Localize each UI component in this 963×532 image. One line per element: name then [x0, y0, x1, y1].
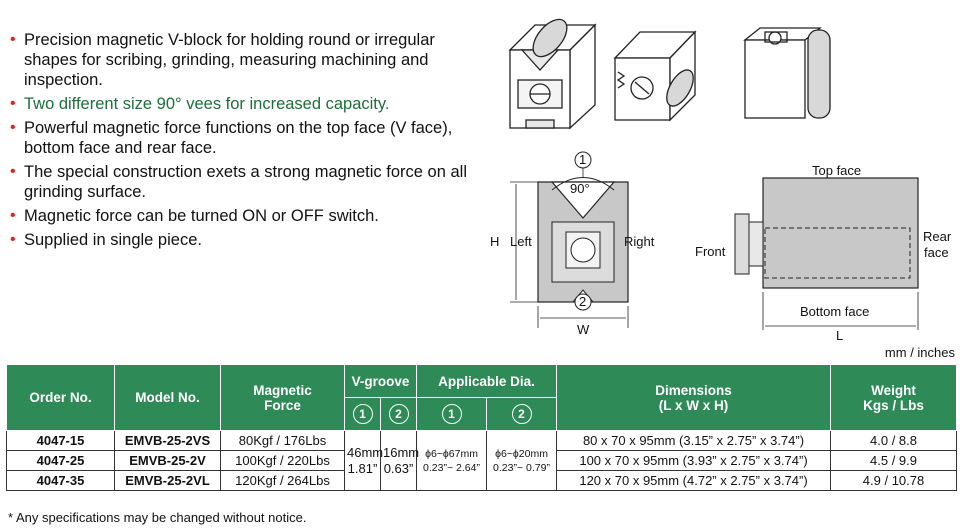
subheader-dia-1 [417, 398, 487, 431]
dia-2-in: 0.23”~ 0.79” [493, 461, 550, 474]
technical-drawings [490, 0, 963, 350]
circle-1-label: 1 [579, 152, 587, 167]
feature-text: The special construction exets a strong magnetic force on all grinding surface. [24, 163, 467, 201]
rear-face-label-line2: face [924, 245, 949, 260]
footnote: * Any specifications may be changed without notice. [8, 510, 307, 525]
bullet-dot: • [10, 95, 16, 112]
header-weight-line1: Weight [871, 382, 916, 398]
length-label: L [836, 328, 844, 343]
header-weight-line2: Kgs / Lbs [863, 397, 924, 413]
cell-model-no: EMVB-25-2V [115, 451, 221, 471]
front-label: Front [695, 244, 726, 259]
cell-dimensions: 120 x 70 x 95mm (4.72” x 2.75” x 3.74”) [557, 471, 831, 491]
cell-force: 120Kgf / 264Lbs [221, 471, 345, 491]
specification-table [6, 364, 957, 491]
vgroove-2-in: 0.63” [383, 460, 414, 476]
angle-label: 90° [570, 181, 590, 196]
header-model-no: Model No. [115, 365, 221, 431]
header-v-groove: V-groove [345, 365, 417, 398]
header-dims-line2: (L x W x H) [658, 397, 729, 413]
vblock-iso-side-illustration [745, 28, 830, 118]
height-label: H [490, 234, 500, 249]
subheader-vgroove-1 [345, 398, 381, 431]
vgroove-1-in: 1.81” [347, 460, 378, 476]
cell-order-no: 4047-35 [7, 471, 115, 491]
feature-text: Powerful magnetic force functions on the top face (V face), bottom face and rear face. [24, 119, 453, 157]
dia-1-mm: ϕ6~ϕ67mm [425, 447, 478, 460]
table-header-row [7, 365, 957, 398]
feature-text: Precision magnetic V-block for holding round or irregular shapes for scribing, grinding, measuring machining and inspection. [24, 31, 435, 89]
vblock-iso-rear-illustration [615, 32, 699, 120]
units-label: mm / inches [884, 345, 955, 360]
circle-number: 1 [353, 404, 373, 424]
cell-weight: 4.5 / 9.9 [831, 451, 957, 471]
circle-2-label: 2 [579, 294, 587, 309]
bullet-dot: • [10, 163, 16, 180]
rear-face-label-line1: Rear [923, 229, 952, 244]
cell-model-no: EMVB-25-2VS [115, 431, 221, 451]
circle-number: 2 [389, 404, 409, 424]
feature-item [10, 230, 480, 250]
cell-dia-2 [487, 431, 557, 491]
dia-1-in: 0.23”~ 2.64” [423, 461, 480, 474]
header-dims-line1: Dimensions [655, 382, 732, 398]
cell-order-no: 4047-15 [7, 431, 115, 451]
cell-force: 80Kgf / 176Lbs [221, 431, 345, 451]
right-label: Right [624, 234, 655, 249]
bottom-face-label: Bottom face [800, 304, 870, 319]
bullet-dot: • [10, 231, 16, 248]
feature-item [10, 94, 480, 114]
cell-vgroove-2 [381, 431, 420, 491]
cell-model-no: EMVB-25-2VL [115, 471, 221, 491]
cell-weight: 4.0 / 8.8 [831, 431, 957, 451]
dia-2-mm: ϕ6~ϕ20mm [495, 447, 548, 460]
header-force-line2: Force [264, 397, 301, 413]
feature-item [10, 30, 480, 90]
header-applicable-dia: Applicable Dia. [417, 365, 557, 398]
header-magnetic-force [221, 365, 345, 431]
header-force-line1: Magnetic [253, 382, 312, 398]
feature-item [10, 118, 480, 158]
left-label: Left [510, 234, 532, 249]
header-weight [831, 365, 957, 431]
header-order-no: Order No. [7, 365, 115, 431]
cell-dia-1 [417, 431, 487, 491]
cell-order-no: 4047-25 [7, 451, 115, 471]
circle-number: 2 [512, 404, 532, 424]
cell-vgroove-1 [345, 431, 384, 491]
circle-number: 1 [442, 404, 462, 424]
bullet-dot: • [10, 31, 16, 48]
feature-list [10, 30, 480, 254]
cell-dimensions: 100 x 70 x 95mm (3.93” x 2.75” x 3.74”) [557, 451, 831, 471]
cell-weight: 4.9 / 10.78 [831, 471, 957, 491]
width-label: W [577, 322, 590, 337]
feature-item [10, 206, 480, 226]
table-row [7, 431, 957, 451]
feature-item [10, 162, 480, 202]
vblock-iso-front-illustration [510, 13, 595, 128]
vgroove-2-mm: 16mm [383, 444, 420, 460]
feature-text: Two different size 90° vees for increased capacity. [24, 95, 390, 113]
subheader-vgroove-2 [381, 398, 417, 431]
cell-force: 100Kgf / 220Lbs [221, 451, 345, 471]
top-face-label: Top face [812, 163, 862, 178]
vgroove-1-mm: 46mm [347, 444, 384, 460]
header-dimensions [557, 365, 831, 431]
bullet-dot: • [10, 207, 16, 224]
feature-text: Magnetic force can be turned ON or OFF switch. [24, 207, 379, 225]
cell-dimensions: 80 x 70 x 95mm (3.15” x 2.75” x 3.74”) [557, 431, 831, 451]
bullet-dot: • [10, 119, 16, 136]
feature-text: Supplied in single piece. [24, 231, 202, 249]
subheader-dia-2 [487, 398, 557, 431]
